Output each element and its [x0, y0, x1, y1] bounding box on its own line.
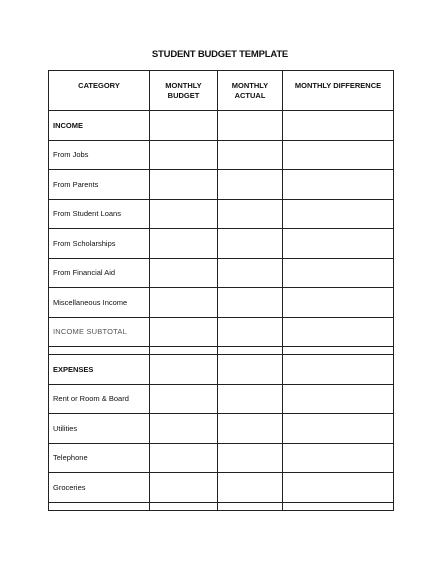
table-row	[49, 473, 394, 503]
table-row	[49, 199, 394, 229]
budget-cell[interactable]	[150, 258, 218, 288]
difference-cell[interactable]	[283, 288, 394, 318]
header-category: CATEGORY	[49, 71, 150, 111]
income-subtotal-label: INCOME SUBTOTAL	[49, 317, 150, 347]
spacer-cell	[49, 347, 150, 355]
header-monthly-difference: MONTHLY DIFFERENCE	[283, 71, 394, 111]
table-row	[49, 414, 394, 444]
table-row	[49, 443, 394, 473]
table-row	[49, 288, 394, 318]
actual-cell[interactable]	[218, 443, 283, 473]
table-row	[49, 317, 394, 347]
budget-cell[interactable]	[150, 288, 218, 318]
table-row	[49, 229, 394, 259]
actual-cell[interactable]	[218, 473, 283, 503]
actual-cell[interactable]	[218, 317, 283, 347]
budget-cell[interactable]	[150, 414, 218, 444]
difference-cell[interactable]	[283, 355, 394, 385]
actual-cell[interactable]	[218, 140, 283, 170]
table-row	[49, 258, 394, 288]
section-label-income: INCOME	[49, 111, 150, 141]
actual-cell[interactable]	[218, 229, 283, 259]
budget-cell[interactable]	[150, 355, 218, 385]
actual-cell[interactable]	[218, 288, 283, 318]
spacer-row	[49, 502, 394, 510]
actual-cell[interactable]	[218, 258, 283, 288]
row-label: Telephone	[49, 443, 150, 473]
row-label: Miscellaneous Income	[49, 288, 150, 318]
row-label: Utilities	[49, 414, 150, 444]
difference-cell[interactable]	[283, 384, 394, 414]
difference-cell[interactable]	[283, 443, 394, 473]
spacer-cell	[150, 347, 218, 355]
header-monthly-budget: MONTHLY BUDGET	[150, 71, 218, 111]
row-label: Groceries	[49, 473, 150, 503]
difference-cell[interactable]	[283, 473, 394, 503]
spacer-cell	[218, 347, 283, 355]
budget-table	[48, 70, 394, 511]
actual-cell[interactable]	[218, 414, 283, 444]
difference-cell[interactable]	[283, 199, 394, 229]
row-label: From Parents	[49, 170, 150, 200]
row-label: From Scholarships	[49, 229, 150, 259]
table-row	[49, 140, 394, 170]
spacer-cell	[283, 347, 394, 355]
actual-cell[interactable]	[218, 111, 283, 141]
table-row	[49, 111, 394, 141]
table-row	[49, 355, 394, 385]
actual-cell[interactable]	[218, 355, 283, 385]
spacer-cell	[150, 502, 218, 510]
row-label: From Student Loans	[49, 199, 150, 229]
budget-cell[interactable]	[150, 170, 218, 200]
budget-cell[interactable]	[150, 199, 218, 229]
difference-cell[interactable]	[283, 170, 394, 200]
budget-cell[interactable]	[150, 473, 218, 503]
budget-cell[interactable]	[150, 111, 218, 141]
actual-cell[interactable]	[218, 384, 283, 414]
budget-cell[interactable]	[150, 384, 218, 414]
row-label: Rent or Room & Board	[49, 384, 150, 414]
budget-cell[interactable]	[150, 443, 218, 473]
budget-cell[interactable]	[150, 140, 218, 170]
budget-cell[interactable]	[150, 229, 218, 259]
difference-cell[interactable]	[283, 317, 394, 347]
spacer-cell	[49, 502, 150, 510]
row-label: From Jobs	[49, 140, 150, 170]
difference-cell[interactable]	[283, 414, 394, 444]
difference-cell[interactable]	[283, 140, 394, 170]
table-row	[49, 170, 394, 200]
header-monthly-actual: MONTHLY ACTUAL	[218, 71, 283, 111]
actual-cell[interactable]	[218, 170, 283, 200]
spacer-cell	[218, 502, 283, 510]
actual-cell[interactable]	[218, 199, 283, 229]
document-title: STUDENT BUDGET TEMPLATE	[151, 49, 289, 60]
difference-cell[interactable]	[283, 258, 394, 288]
spacer-cell	[283, 502, 394, 510]
spacer-row	[49, 347, 394, 355]
section-label-expenses: EXPENSES	[49, 355, 150, 385]
budget-cell[interactable]	[150, 317, 218, 347]
table-row	[49, 384, 394, 414]
table-header-row	[49, 71, 394, 111]
row-label: From Financial Aid	[49, 258, 150, 288]
difference-cell[interactable]	[283, 229, 394, 259]
difference-cell[interactable]	[283, 111, 394, 141]
